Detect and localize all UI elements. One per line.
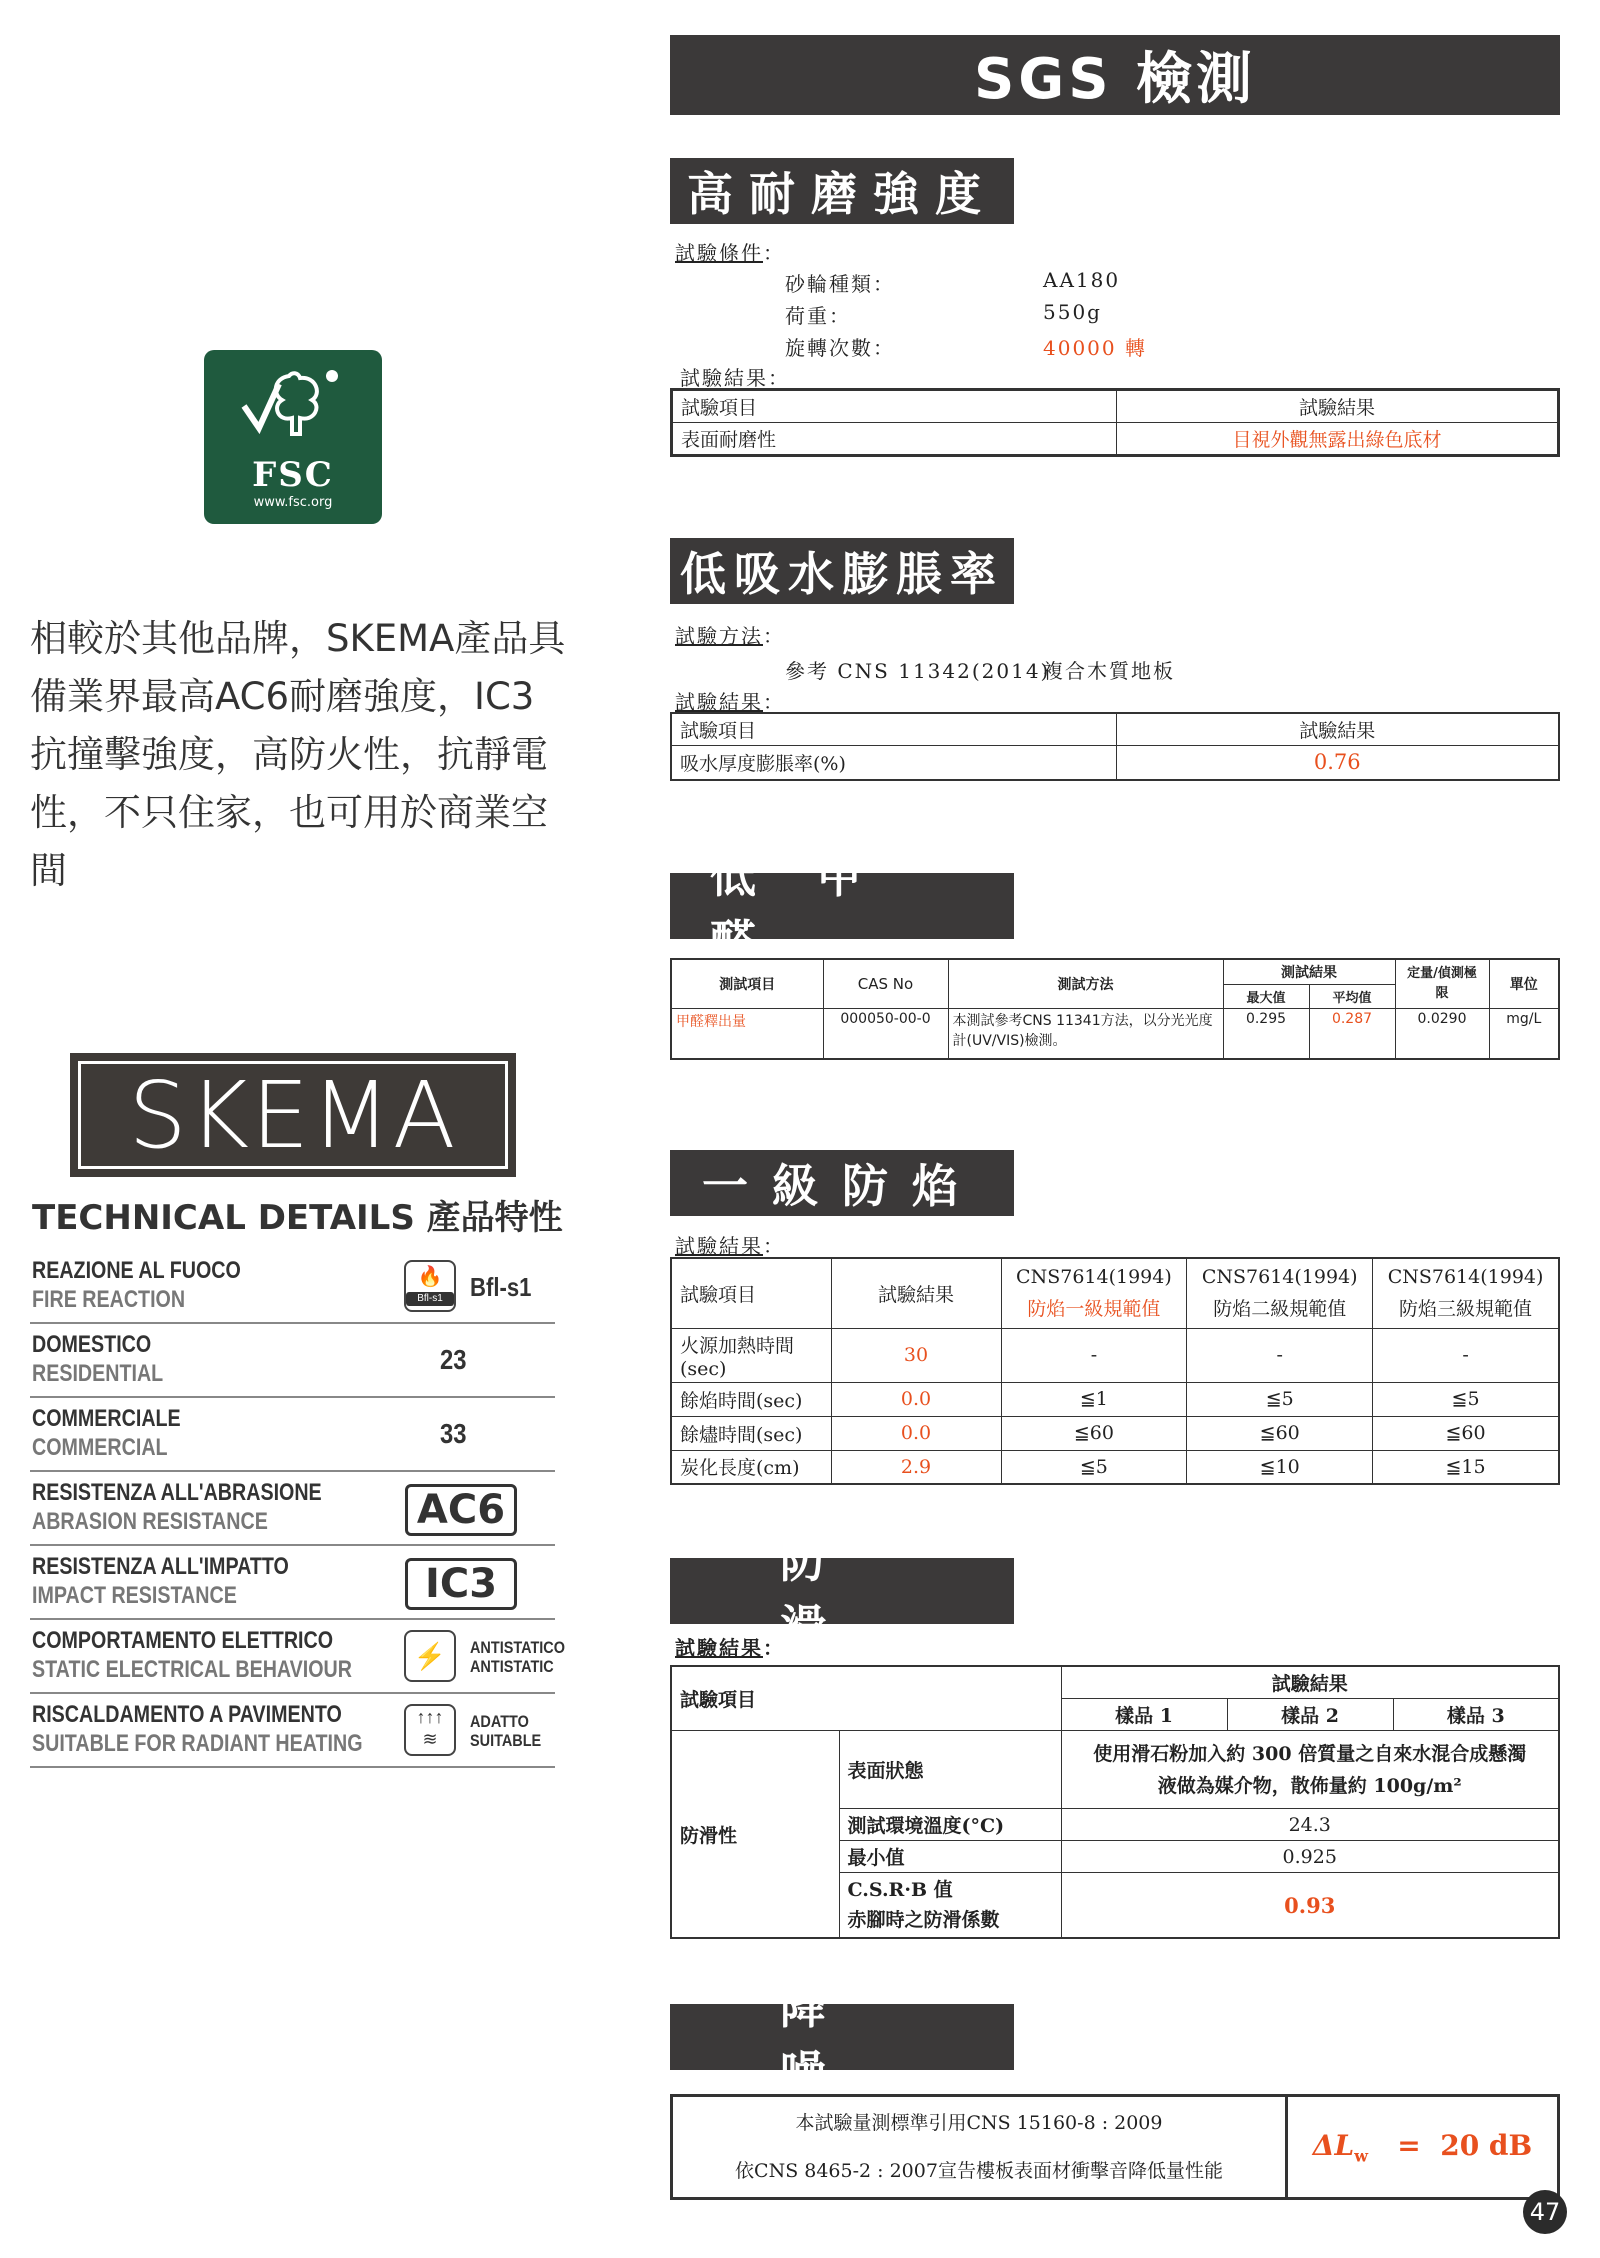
condition-value: 550g [1043,300,1102,324]
skema-logo-text: SKEMA [78,1061,508,1169]
std-label: CNS7614(1994) [1201,1266,1358,1289]
fire-result: 30 [831,1328,1001,1382]
noise-value-cell [1287,2096,1559,2199]
th-avg: 平均值 [1309,985,1395,1009]
fire-c2: ≦60 [1187,1416,1373,1450]
spec-row-abrasion [30,1472,555,1546]
noise-value: 20 dB [1440,2128,1533,2162]
spec-en-label: RESIDENTIAL [32,1360,164,1387]
std-label: CNS7614(1994) [1016,1266,1172,1289]
formaldehyde-table [670,958,1560,1060]
fire-c1: ≦1 [1001,1382,1187,1416]
spec-value: ADATTO [470,1712,529,1731]
fsc-logo [204,350,382,524]
swelling-result: 0.76 [1116,746,1559,780]
th-class3 [1373,1258,1559,1328]
table-row [671,1328,1559,1382]
th-class1 [1001,1258,1187,1328]
section-title-formaldehyde: 低甲醛 [670,873,1014,939]
th-max: 最大值 [1223,985,1309,1009]
spec-row-residential [30,1324,555,1398]
fire-item: 餘焰時間(sec) [671,1382,831,1416]
formaldehyde-cas: 000050-00-0 [823,1009,948,1059]
th-limit: 定量/偵測極限 [1395,959,1489,1009]
formaldehyde-unit: mg/L [1489,1009,1559,1059]
skema-logo [70,1053,516,1177]
noise-line-1: 本試驗量測標準引用CNS 15160-8 : 2009 [795,2112,1163,2134]
spec-it-label: DOMESTICO [32,1331,152,1358]
fire-c2: ≦10 [1187,1450,1373,1484]
spec-row-commercial [30,1398,555,1472]
th-item: 測試項目 [671,959,823,1009]
abrasion-result: 目視外觀無露出綠色底材 [1117,423,1559,456]
slip-group: 防滑性 [671,1731,839,1939]
fsc-url: www.fsc.org [253,495,333,510]
spec-en-label: ABRASION RESISTANCE [32,1508,268,1535]
technical-details-title: TECHNICAL DETAILS 產品特性 [32,1198,563,1238]
table-row [671,1416,1559,1450]
class1-label: 防焰一級規範值 [1027,1298,1161,1321]
spec-badge: Bfl-s1 [406,1292,454,1306]
th-item: 試驗項目 [671,713,1116,746]
method-type: 複合木質地板 [1043,659,1175,683]
spec-value: 23 [440,1344,467,1375]
th-sample1: 樣品 1 [1061,1699,1227,1731]
formaldehyde-item: 甲醛釋出量 [671,1009,823,1059]
condition-value: 40000 轉 [1043,336,1147,360]
test-result-label: 試驗結果： [675,1636,785,1660]
spec-side-label [470,1638,565,1676]
noise-line-2: 依CNS 8465-2 : 2007宣告樓板表面材衝擊音降低量性能 [735,2160,1223,2182]
fire-c3: ≦60 [1373,1416,1559,1450]
spec-value: AC6 [405,1484,517,1536]
spec-it-label: RESISTENZA ALL'ABRASIONE [32,1479,322,1506]
spec-row-impact [30,1546,555,1620]
spec-row-heating [30,1694,555,1768]
th-class2 [1187,1258,1373,1328]
fire-result: 0.0 [831,1416,1001,1450]
page-number: 47 [1523,2190,1567,2234]
spec-en-label: FIRE REACTION [32,1286,186,1313]
table-row [671,1382,1559,1416]
fsc-name: FSC [252,455,334,495]
min-label: 最小值 [839,1841,1061,1873]
spec-it-label: REAZIONE AL FUOCO [32,1257,241,1284]
th-item: 試驗項目 [671,1666,1061,1731]
noise-sub: w [1354,2146,1368,2166]
class2-label: 防焰二級規範值 [1213,1298,1347,1321]
spec-value: ANTISTATICO [470,1638,565,1657]
csrb-label: C.S.R·B 值 [847,1879,953,1901]
surface-desc-1: 使用滑石粉加入約 300 倍質量之自來水混合成懸濁 [1093,1742,1527,1765]
th-method: 測試方法 [948,959,1223,1009]
page-header: SGS 檢測 [670,35,1560,115]
condition-key: 荷重： [785,304,851,328]
th-unit: 單位 [1489,959,1559,1009]
swelling-table [670,712,1560,781]
test-conditions-text: 試驗條件 [675,241,763,265]
th-result: 試驗結果 [1116,713,1559,746]
condition-key: 旋轉次數： [785,336,895,360]
test-method-label: 試驗方法： [675,624,785,648]
th-item: 試驗項目 [672,390,1117,423]
test-result-label: 試驗結果： [675,1234,785,1258]
spec-label [32,1700,363,1758]
test-result-text: 試驗結果 [675,690,763,714]
test-method-text: 試驗方法 [675,624,763,648]
th-item: 試驗項目 [671,1258,831,1328]
abrasion-table [670,388,1560,457]
spec-label [32,1330,163,1388]
spec-side-label [470,1712,541,1750]
fire-table [670,1257,1560,1485]
section-title-abrasion: 高耐磨強度 [670,158,1014,224]
test-result-label: 試驗結果： [675,690,785,714]
swelling-item: 吸水厚度膨脹率(%) [671,746,1116,780]
method-ref: 參考 CNS 11342(2014) [785,659,1051,683]
spec-it-label: RESISTENZA ALL'IMPATTO [32,1553,289,1580]
formaldehyde-avg: 0.287 [1309,1009,1395,1059]
surface-label: 表面狀態 [839,1731,1061,1809]
formaldehyde-max: 0.295 [1223,1009,1309,1059]
abrasion-item: 表面耐磨性 [672,423,1117,456]
csrb-label-cell [839,1873,1061,1939]
spec-label [32,1552,289,1610]
spec-value: IC3 [405,1558,517,1610]
spec-en-label: STATIC ELECTRICAL BEHAVIOUR [32,1656,352,1683]
temp-label: 測試環境溫度(°C) [839,1809,1061,1841]
surface-desc-2: 液做為媒介物，散佈量約 100g/m² [1157,1774,1462,1797]
th-result: 試驗結果 [1117,390,1559,423]
spec-it-label: COMPORTAMENTO ELETTRICO [32,1627,334,1654]
std-label: CNS7614(1994) [1387,1266,1544,1289]
surface-desc [1061,1731,1559,1809]
fire-result: 2.9 [831,1450,1001,1484]
noise-equals: = [1397,2128,1421,2162]
section-title-swelling: 低吸水膨脹率 [670,538,1014,604]
spec-en-label: COMMERCIAL [32,1434,168,1461]
fire-item: 火源加熱時間(sec) [671,1328,831,1382]
fire-c1: ≦5 [1001,1450,1187,1484]
th-result: 試驗結果 [831,1258,1001,1328]
th-result: 測試結果 [1223,959,1395,985]
noise-desc [672,2096,1287,2199]
section-title-noise: 降噪 [670,2004,1014,2070]
spec-label [32,1626,352,1684]
fire-item: 炭化長度(cm) [671,1450,831,1484]
fire-c3: ≦5 [1373,1382,1559,1416]
section-title-fire: 一級防焰 [670,1150,1014,1216]
spec-it-label: COMMERCIALE [32,1405,181,1432]
table-row [671,1450,1559,1484]
slip-table [670,1665,1560,1939]
fire-c3: - [1373,1328,1559,1382]
csrb-value: 0.93 [1061,1873,1559,1939]
spec-label [32,1404,181,1462]
spec-value: 33 [440,1418,467,1449]
fire-c2: ≦5 [1187,1382,1373,1416]
min-value: 0.925 [1061,1841,1559,1873]
noise-symbol: ΔL [1312,2128,1355,2162]
intro-text: 相較於其他品牌，SKEMA產品具備業界最高AC6耐磨強度，IC3抗撞擊強度，高防火性，抗靜電性，不只住家，也可用於商業空間 [30,617,566,892]
formaldehyde-limit: 0.0290 [1395,1009,1489,1059]
spec-row-static [30,1620,565,1694]
radiant-heating-icon: ↑↑↑ ≋ [404,1704,456,1756]
fire-c1: - [1001,1328,1187,1382]
class3-label: 防焰三級規範值 [1399,1298,1533,1321]
csrb-sub: 赤腳時之防滑係數 [847,1909,1000,1931]
th-sample2: 樣品 2 [1227,1699,1393,1731]
spec-en-label: IMPACT RESISTANCE [32,1582,237,1609]
th-result: 試驗結果 [1061,1666,1559,1699]
tree-check-icon [234,366,344,446]
spec-label [32,1478,322,1536]
test-result-text: 試驗結果 [675,1636,763,1660]
spec-en-label: SUITABLE FOR RADIANT HEATING [32,1730,363,1757]
condition-key: 砂輪種類： [785,272,895,296]
section-title-slip: 防滑 [670,1558,1014,1624]
spec-row-fire-reaction [30,1250,555,1324]
condition-value: AA180 [1043,268,1121,292]
th-cas: CAS No [823,959,948,1009]
lightning-icon: ⚡ [404,1630,456,1682]
spec-value-en: ANTISTATIC [470,1657,554,1676]
spec-label [32,1256,241,1314]
fire-c2: - [1187,1328,1373,1382]
test-conditions-label: 試驗條件： [675,241,785,265]
test-result-label: 試驗結果： [680,366,790,390]
fire-icon: 🔥 Bfl-s1 [404,1260,456,1312]
formaldehyde-method: 本測試參考CNS 11341方法，以分光光度計(UV/VIS)檢測。 [948,1009,1223,1059]
temp-value: 24.3 [1061,1809,1559,1841]
fire-item: 餘燼時間(sec) [671,1416,831,1450]
noise-table [670,2094,1560,2200]
th-sample3: 樣品 3 [1393,1699,1559,1731]
fire-c3: ≦15 [1373,1450,1559,1484]
spec-value: Bfl-s1 [470,1272,532,1302]
fire-c1: ≦60 [1001,1416,1187,1450]
test-result-text: 試驗結果 [675,1234,763,1258]
spec-it-label: RISCALDAMENTO A PAVIMENTO [32,1701,342,1728]
fire-result: 0.0 [831,1382,1001,1416]
spec-value-en: SUITABLE [470,1731,542,1750]
